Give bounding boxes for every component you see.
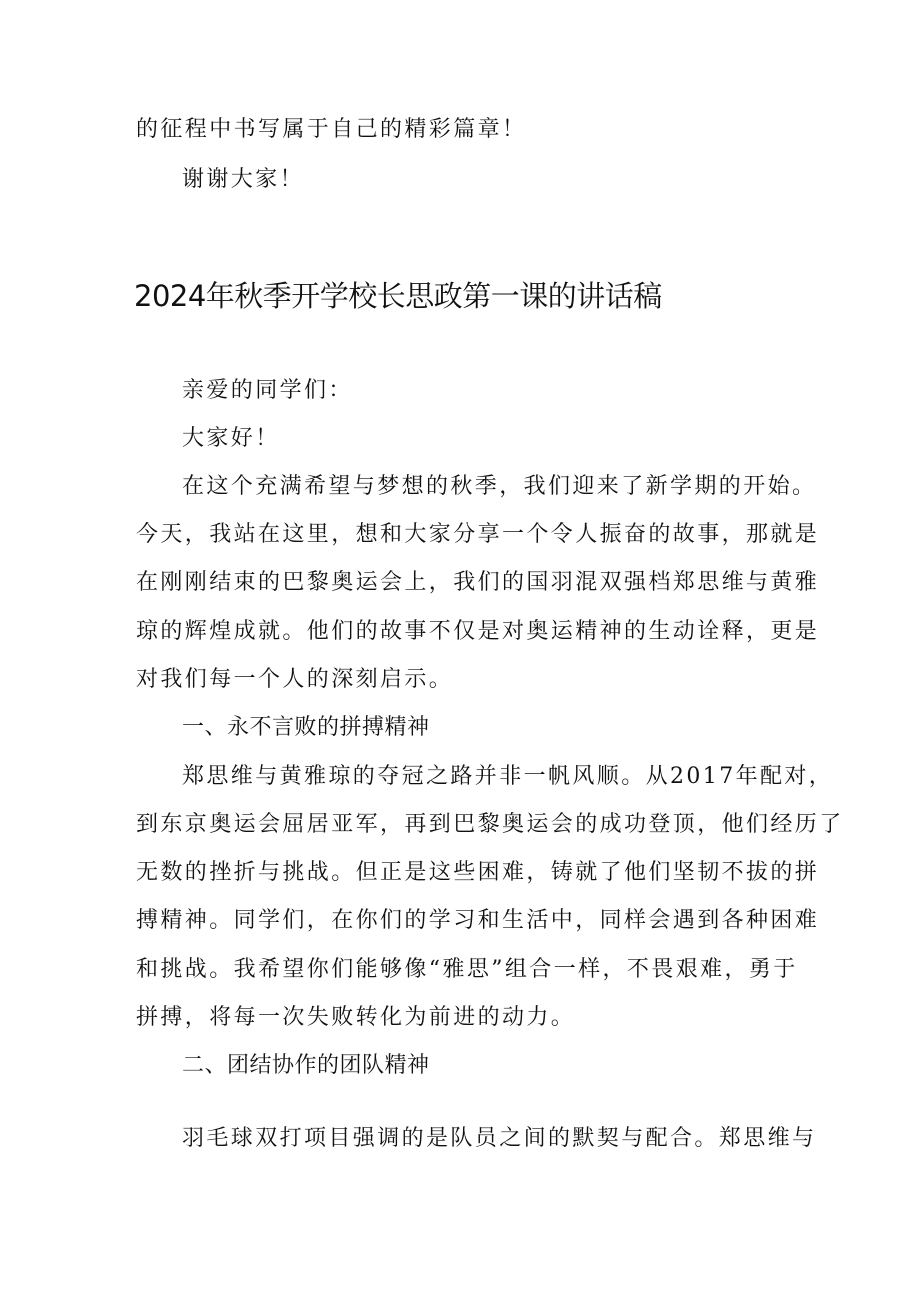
intro-line: 琼的辉煌成就。他们的故事不仅是对奥运精神的生动诠释，更是 [136, 619, 820, 644]
intro-line: 今天，我站在这里，想和大家分享一个令人振奋的故事，那就是 [136, 522, 820, 547]
section-1-line: 无数的挫折与挑战。但正是这些困难，铸就了他们坚韧不拔的拼 [136, 860, 820, 885]
section-heading-2: 二、团结协作的团队精神 [182, 1053, 430, 1078]
previous-closing-line: 的征程中书写属于自己的精彩篇章！ [136, 117, 527, 142]
document-title: 2024年秋季开学校长思政第一课的讲话稿 [134, 279, 662, 313]
thanks-line: 谢谢大家！ [182, 167, 305, 192]
section-1-line: 拼搏，将每一次失败转化为前进的动力。 [136, 1005, 576, 1030]
intro-line: 在这个充满希望与梦想的秋季，我们迎来了新学期的开始。 [182, 474, 817, 499]
section-1-line: 到东京奥运会屈居亚军，再到巴黎奥运会的成功登顶，他们经历了 [136, 812, 844, 837]
section-1-line: 郑思维与黄雅琼的夺冠之路并非一帆风顺。从2017年配对， [182, 764, 834, 789]
intro-line: 对我们每一个人的深刻启示。 [136, 667, 454, 692]
salutation: 亲爱的同学们： [182, 378, 353, 403]
section-2-line: 羽毛球双打项目强调的是队员之间的默契与配合。郑思维与 [182, 1126, 817, 1151]
greeting: 大家好！ [182, 426, 280, 451]
intro-line: 在刚刚结束的巴黎奥运会上，我们的国羽混双强档郑思维与黄雅 [136, 570, 820, 595]
section-1-line: 搏精神。同学们，在你们的学习和生活中，同样会遇到各种困难 [136, 908, 820, 933]
section-1-line: 和挑战。我希望你们能够像“雅思”组合一样，不畏艰难，勇于 [136, 957, 798, 982]
section-heading-1: 一、永不言败的拼搏精神 [182, 715, 430, 740]
